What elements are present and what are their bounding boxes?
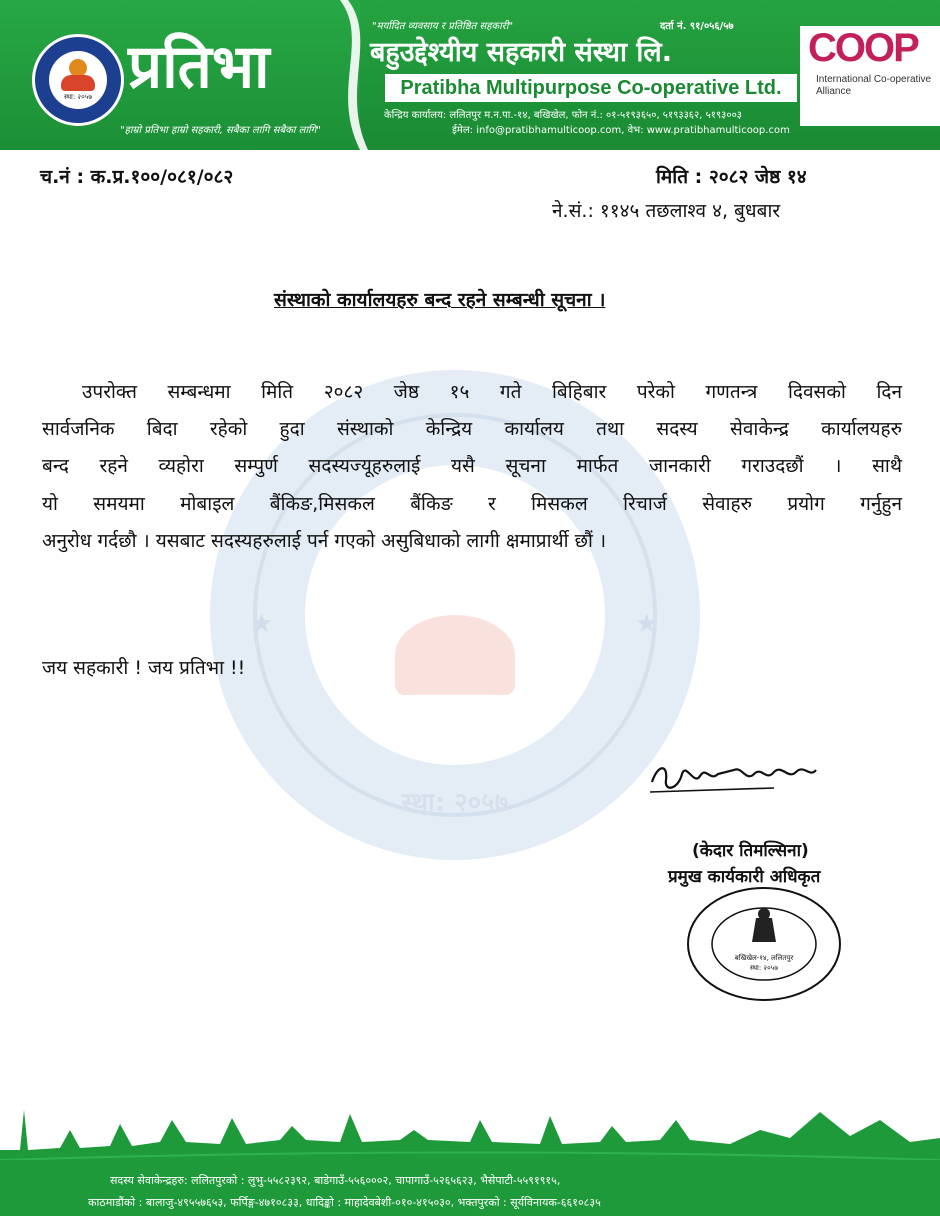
body-line: यो समयमा मोबाइल बैंकिङ,मिसकल बैंकिङ र मिसकल रिचार्ज सेवाहरु प्रयोग गर्नुहुन (42, 492, 902, 515)
reference-number: च.नं : क.प्र.१००/०८१/०८२ (40, 166, 234, 188)
official-stamp (684, 884, 844, 1004)
body-line: अनुरोध गर्दछौ । यसबाट सदस्यहरुलाई पर्न गएको असुबिधाको लागी क्षमाप्रार्थी छौं । (42, 529, 607, 552)
registration-number: दर्ता नं. ९१/०५६/५७ (660, 21, 734, 32)
watermark-year: स्था: २०५७ (401, 788, 509, 818)
brand-slogan: "हाम्रो प्रतिभा हाम्रो सहकारी, सबैका लागि सबैका लागि" (120, 125, 321, 136)
notice-body (42, 374, 902, 560)
stamp-year: स्था: २०५७ (749, 964, 779, 972)
office-address: केन्द्रिय कार्यालय: ललितपुर म.न.पा.-१४, बखिखेल, फोन नं.: ०१-५१९३६५०, ५१९३३६२, ५१९३००३ (384, 110, 742, 121)
goddess-logo-icon (49, 51, 107, 109)
letter-date: मिति : २०८२ जेष्ठ १४ (656, 166, 807, 188)
body-line: बन्द रहने व्यहोरा सम्पुर्ण सदस्यज्यूहरुलाई यसै सूचना मार्फत जानकारी गराउदछौं । साथै (42, 455, 902, 478)
brand-name: प्रतिभा (128, 32, 270, 102)
coop-logo-word: COOP (808, 26, 918, 70)
handwritten-signature (644, 752, 824, 802)
logo-year: स्था: २०५७ (63, 93, 92, 101)
body-line: सार्वजनिक बिदा रहेको हुदा संस्थाको केन्द्रिय कार्यालय तथा सदस्य सेवाकेन्द्र कार्यालयहरु (42, 418, 902, 441)
org-name-nepali: बहुउद्देश्यीय सहकारी संस्था लि. (370, 37, 672, 68)
notice-subject: संस्थाको कार्यालयहरु बन्द रहने सम्बन्धी सूचना । (274, 289, 606, 311)
signatory-name: (केदार तिमल्सिना) (692, 841, 809, 861)
signatory-title: प्रमुख कार्यकारी अधिकृत (668, 867, 821, 887)
letterhead (0, 0, 940, 150)
org-name-english: Pratibha Multipurpose Co-operative Ltd. (385, 74, 797, 102)
footer-service-centers-2: काठमाडौंको : बालाजु-४९५५७६५३, फर्पिङ्ग-४७१०८३३, धादिङ्को : माहादेवबेशी-०१०-४१५०३०, भक्तपुरको : सूर्यविनायक-६६१०८३५ (88, 1196, 601, 1209)
lotus-icon (395, 615, 515, 695)
svg-text:★: ★ (635, 609, 659, 639)
org-seal-logo (32, 34, 124, 126)
svg-text:★: ★ (250, 609, 274, 639)
header-slogan: "मर्यादित व्यवसाय र प्रतिष्ठित सहकारी" (372, 21, 514, 32)
coop-logo-caption: International Co-operative Alliance (816, 74, 932, 97)
contact-email-web: ईमेल: info@pratibhamulticoop.com, वेभ: www.pratibhamulticoop.com (452, 125, 790, 136)
stamp-center-text: बखिखेल-१४, ललितपुर (734, 954, 794, 962)
footer-service-centers-1: सदस्य सेवाकेन्द्रहरु: ललितपुरको : लुभु-५५८२३९२, बाडेगाउँ-५५६०००२, चापागाउँ-५२६५६२३, भैसेपाटी-५५९१९१५, (110, 1174, 561, 1187)
body-line: उपरोक्त सम्बन्धमा मिति २०८२ जेष्ठ १५ गते बिहिबार परेको गणतन्त्र दिवसको दिन (82, 381, 902, 403)
coop-logo (800, 26, 940, 126)
closing-salutation: जय सहकारी ! जय प्रतिभा !! (42, 657, 246, 679)
nepal-sambat-date: ने.सं.: ११४५ तछलाश्व ४, बुधबार (552, 200, 781, 222)
